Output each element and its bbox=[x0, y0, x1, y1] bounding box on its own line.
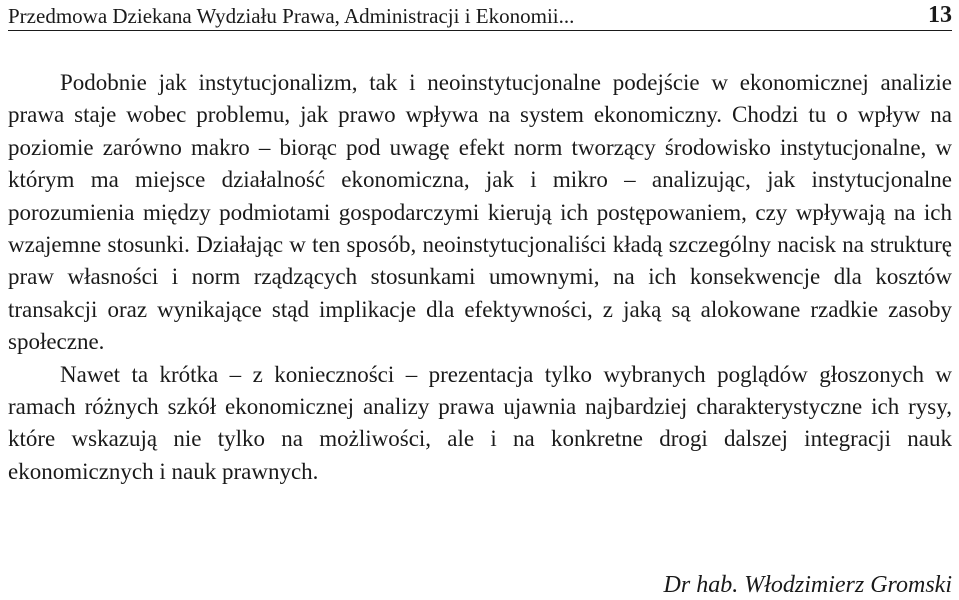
book-page bbox=[8, 0, 952, 598]
running-header bbox=[8, 2, 952, 31]
paragraph-2: Nawet ta krótka – z konieczności – prezentacja tylko wybranych poglądów głoszonych w ramach różnych szkół ekonomicznej analizy prawa ujawnia najbardziej charakterystyczne ich rysy, które wskazują nie tylko na możliwości, ale i na konkretne drogi dalszej integracji nauk ekonomicznych i nauk prawnych. bbox=[8, 361, 952, 484]
paragraph-1: Podobnie jak instytucjonalizm, tak i neoinstytucjonalne podejście w ekonomicznej analizie prawa staje wobec problemu, jak prawo wpływa na system ekonomiczny. Chodzi tu o wpływ na poziomie zarówno makro – biorąc pod uwagę efekt norm tworzący środowisko instytucjonalne, w którym ma miejsce działalność ekonomiczna, jak i mikro – analizując, jak instytucjonalne porozumienia między podmiotami gospodarczymi kierują ich postępowaniem, czy wpływają na ich wzajemne stosunki. Działając w ten sposób, neoinstytucjonaliści kładą szczególny nacisk na strukturę praw własności i norm rządzących stosunkami umownymi, na ich konsekwencje dla kosztów transakcji oraz wynikające stąd implikacje dla efektywności, z jaką są alokowane rzadkie zasoby społeczne. bbox=[8, 70, 952, 355]
body-text bbox=[8, 67, 952, 488]
author-signature: Dr hab. Włodzimierz Gromski bbox=[663, 572, 952, 598]
running-header-title: Przedmowa Dziekana Wydziału Prawa, Administracji i Ekonomii... bbox=[8, 4, 575, 28]
page-number: 13 bbox=[928, 2, 952, 28]
